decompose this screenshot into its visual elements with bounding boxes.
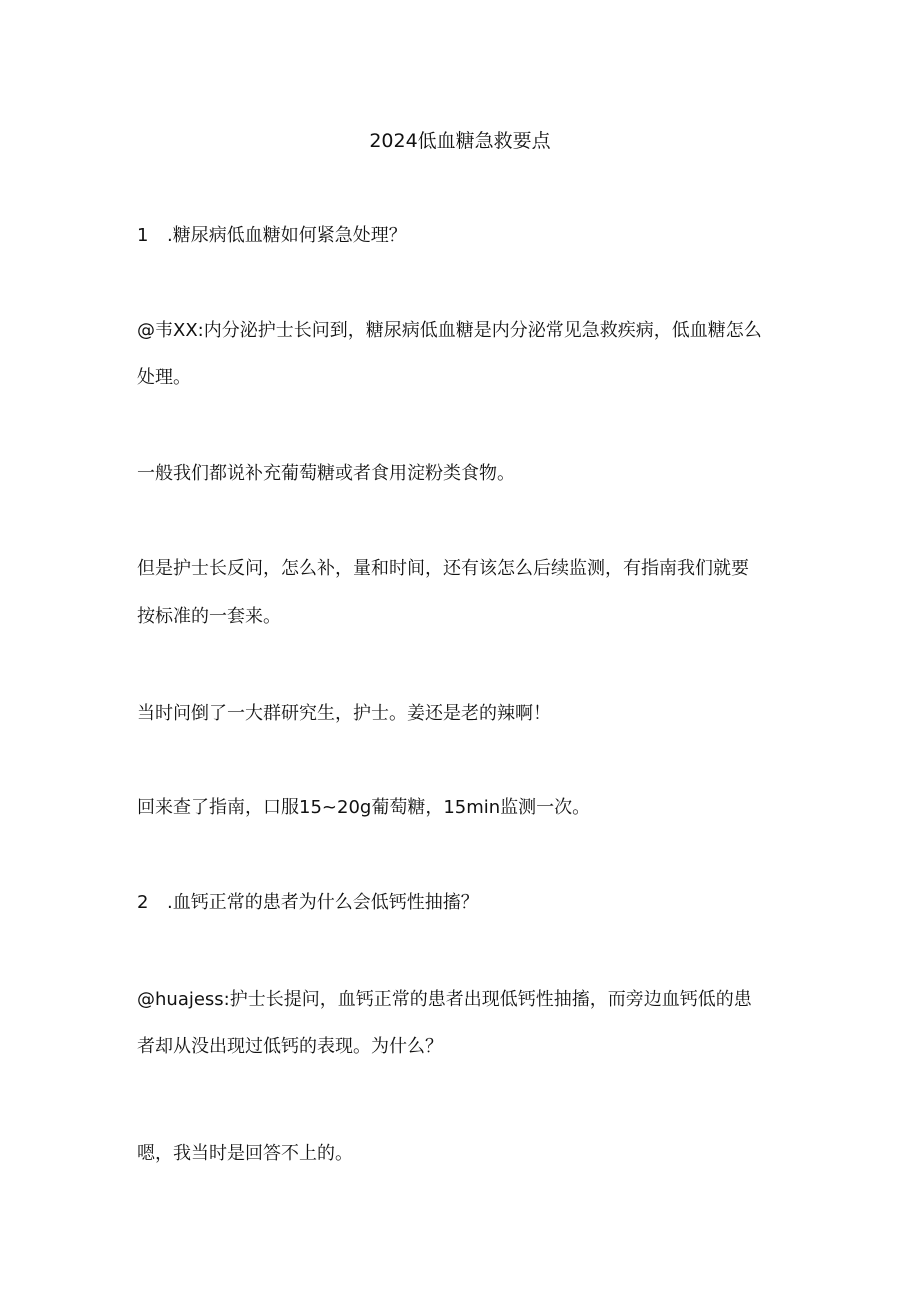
section-1-paragraph-1-line-2: 处理。: [137, 367, 191, 388]
section-1-paragraph-3-line-2: 按标准的一套来。: [137, 606, 281, 627]
section-1-paragraph-2: 一般我们都说补充葡萄糖或者食用淀粉类食物。: [137, 463, 515, 484]
section-1-heading-text: .糖尿病低血糖如何紧急处理？: [167, 225, 407, 246]
section-2-heading: [137, 875, 817, 930]
section-2-paragraph-2: 嗯，我当时是回答不上的。: [137, 1143, 353, 1164]
section-1-paragraph-1-line-1: @韦XX:内分泌护士长问到，糖尿病低血糖是内分泌常见急救疾病，低血糖怎么: [137, 320, 762, 341]
section-1-paragraph-5: 回来查了指南，口服15~20g葡萄糖，15min监测一次。: [137, 797, 591, 818]
section-1-heading: [137, 208, 817, 263]
section-1-paragraph-3-line-1: 但是护士长反问，怎么补，量和时间，还有该怎么后续监测，有指南我们就要: [137, 558, 749, 579]
document-title: 2024低血糖急救要点: [369, 130, 551, 152]
section-2-heading-text: .血钙正常的患者为什么会低钙性抽搐？: [167, 892, 479, 913]
section-2-paragraph-1-line-2: 者却从没出现过低钙的表现。为什么？: [137, 1036, 443, 1057]
section-1-number: 1: [137, 225, 149, 246]
section-2-paragraph-1-line-1: @huajess:护士长提问，血钙正常的患者出现低钙性抽搐，而旁边血钙低的患: [137, 989, 752, 1010]
section-1-paragraph-4: 当时问倒了一大群研究生，护士。姜还是老的辣啊！: [137, 703, 551, 724]
section-2-number: 2: [137, 892, 149, 913]
